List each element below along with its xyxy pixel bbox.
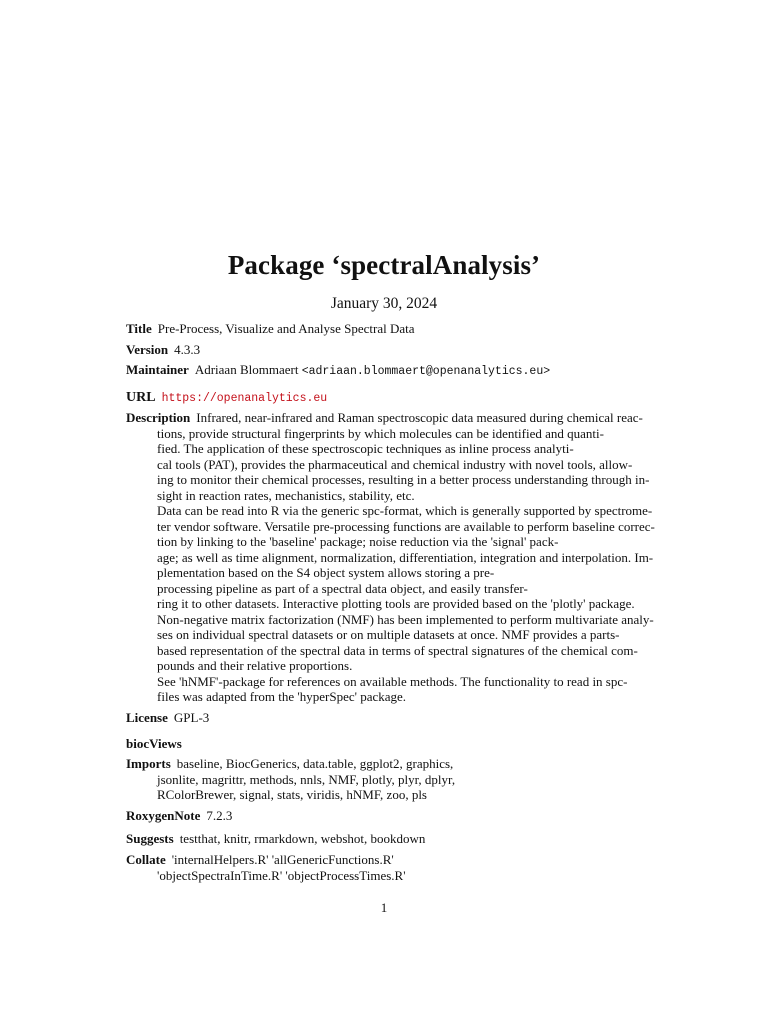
collate-line-1: 'objectSpectraInTime.R' 'objectProcessTimes.R' xyxy=(157,867,406,883)
package-title: Package ‘spectralAnalysis’ xyxy=(227,250,541,280)
collate-line-0: 'internalHelpers.R' 'allGenericFunctions.R' xyxy=(171,852,394,867)
field-url-link[interactable]: https://openanalytics.eu xyxy=(161,392,328,405)
description-line-11: processing pipeline as part of a spectral data object, and easily transfer- xyxy=(157,580,528,596)
imports-line-0: baseline, BiocGenerics, data.table, ggplot2, graphics, xyxy=(176,756,454,771)
field-license-label: License xyxy=(126,710,168,725)
field-imports xyxy=(126,756,646,803)
field-title-label: Title xyxy=(126,321,152,336)
imports-line-1: jsonlite, magrittr, methods, nnls, NMF, plotly, plyr, dplyr, xyxy=(157,771,456,787)
field-title-value: Pre-Process, Visualize and Analyse Spectral Data xyxy=(157,321,415,336)
field-suggests xyxy=(126,831,646,847)
field-version-value: 4.3.3 xyxy=(174,342,201,357)
field-version xyxy=(126,342,646,358)
description-line-13: Non-negative matrix factorization (NMF) has been implemented to perform multivariate analy- xyxy=(157,611,654,627)
field-version-label: Version xyxy=(126,342,169,357)
field-collate-label: Collate xyxy=(126,852,166,867)
description-line-18: files was adapted from the 'hyperSpec' package. xyxy=(157,689,407,704)
package-date: January 30, 2024 xyxy=(330,295,438,312)
field-roxygennote xyxy=(126,808,646,824)
field-title xyxy=(126,321,646,337)
description-line-8: tion by linking to the 'baseline' package; noise reduction via the 'signal' pack- xyxy=(157,534,559,549)
description-line-16: pounds and their relative proportions. xyxy=(157,658,353,673)
description-line-17: See 'hNMF'-package for references on available methods. The functionality to read in spc- xyxy=(157,673,628,689)
field-description-label: Description xyxy=(126,410,191,425)
description-line-1: tions, provide structural fingerprints by which molecules can be identified and quanti- xyxy=(157,425,604,441)
field-suggests-value: testthat, knitr, rmarkdown, webshot, bookdown xyxy=(179,831,426,846)
description-line-6: Data can be read into R via the generic spc-format, which is generally supported by spectrome- xyxy=(157,503,653,518)
field-roxygennote-label: RoxygenNote xyxy=(126,808,201,823)
description-line-15: based representation of the spectral data in terms of spectral signatures of the chemical com- xyxy=(157,642,638,658)
field-license-value: GPL-3 xyxy=(173,710,210,725)
field-url-label: URL xyxy=(126,390,156,405)
description-line-0: Infrared, near-infrared and Raman spectroscopic data measured during chemical reac- xyxy=(196,410,643,425)
description-line-12: ring it to other datasets. Interactive plotting tools are provided based on the 'plotly' package. xyxy=(157,596,635,611)
field-maintainer-email: <adriaan.blommaert@openanalytics.eu> xyxy=(301,365,551,378)
description-line-7: ter vendor software. Versatile pre-processing functions are available to perform baseline correc- xyxy=(157,518,655,534)
description-line-2: fied. The application of these spectroscopic techniques as inline process analyti- xyxy=(157,441,574,456)
field-suggests-label: Suggests xyxy=(126,831,174,846)
description-line-14: ses on individual spectral datasets or on multiple datasets at once. NMF provides a parts- xyxy=(157,627,620,642)
field-roxygennote-value: 7.2.3 xyxy=(206,808,233,823)
field-biocviews xyxy=(126,736,646,752)
field-maintainer-label: Maintainer xyxy=(126,362,189,377)
description-line-10: plementation based on the S4 object system allows storing a pre- xyxy=(157,565,495,580)
description-line-5: sight in reaction rates, mechanistics, stability, etc. xyxy=(157,487,415,503)
page-number: 1 xyxy=(380,900,388,915)
description-line-4: ing to monitor their chemical processes, resulting in a better process understanding through in- xyxy=(157,472,650,487)
field-maintainer-name: Adriaan Blommaert xyxy=(194,362,299,377)
field-collate xyxy=(126,852,646,883)
field-imports-label: Imports xyxy=(126,756,171,771)
field-license xyxy=(126,710,646,726)
field-url xyxy=(126,389,646,407)
imports-line-2: RColorBrewer, signal, stats, viridis, hNMF, zoo, pls xyxy=(157,787,427,802)
description-line-3: cal tools (PAT), provides the pharmaceutical and chemical industry with novel tools, allow- xyxy=(157,456,633,472)
field-description xyxy=(126,410,655,705)
description-line-9: age; as well as time alignment, normalization, differentiation, integration and interpolation. Im- xyxy=(157,549,654,565)
field-maintainer xyxy=(126,362,646,380)
field-biocviews-label: biocViews xyxy=(126,736,182,751)
